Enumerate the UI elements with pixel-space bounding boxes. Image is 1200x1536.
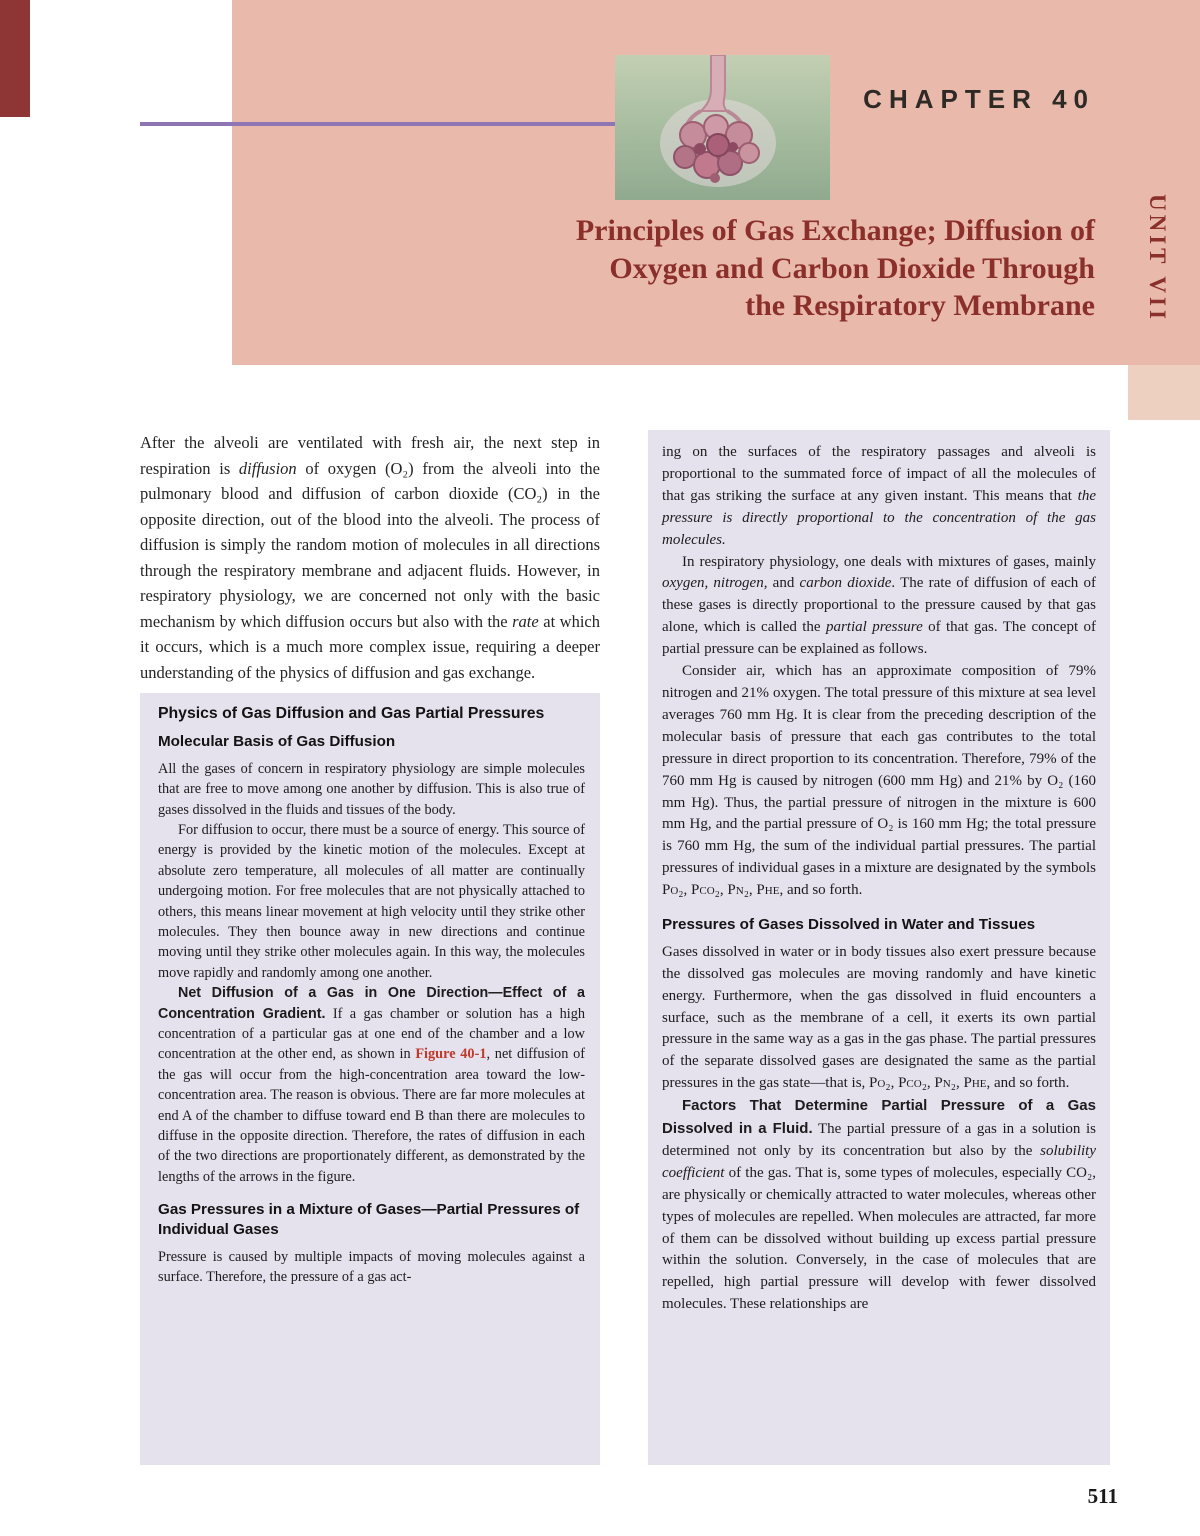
chapter-title-line-2: Oxygen and Carbon Dioxide Through — [609, 251, 1095, 285]
unit-tab-strip — [1128, 365, 1200, 420]
section-heading-physics: Physics of Gas Diffusion and Gas Partial Pressures — [158, 705, 545, 722]
paragraph-factors-partial-pressure: Factors That Determine Partial Pressure of a Gas Dissolved in a Fluid. The partial pressure of a gas in a solution is determined not only by its concentration but also by the solubility coefficient of the gas. That is, some types of molecules, especially CO₂, are physically or chemically attracted to water molecules, whereas other types of molecules are repelled. When molecules are attracted, far more of them can be dissolved without building up excess partial pressure within the solution. Conversely, in the case of molecules that are repelled, high partial pressure will develop with fewer dissolved molecules. These relationships are — [662, 1097, 1096, 1313]
subheading-pressures-dissolved: Pressures of Gases Dissolved in Water and Tissues — [662, 916, 1036, 934]
page-number: 511 — [1087, 1484, 1118, 1508]
subheading-molecular-basis: Molecular Basis of Gas Diffusion — [158, 733, 396, 750]
paragraph: ing on the surfaces of the respiratory passages and alveoli is proportional to the summated force of impact of all the molecules of that gas striking the surface at any given instant. This means that the pressure is directly proportional to the concentration of the gas molecules. — [662, 444, 1096, 548]
right-column — [648, 430, 1110, 1465]
chapter-number-label: CHAPTER 40 — [863, 84, 1095, 114]
alveoli-illustration-svg — [615, 55, 830, 200]
paragraph: Consider air, which has an approximate composition of 79% nitrogen and 21% oxygen. The total pressure of this mixture at sea level averages 760 mm Hg. It is clear from the preceding description of the molecular basis of pressure that each gas contributes to the total pressure in direct proportion to its concentration. Therefore, 79% of the 760 mm Hg is caused by nitrogen (600 mm Hg) and 21% by O₂ (160 mm Hg). Thus, the partial pressure of nitrogen in the mixture is 600 mm Hg, and the partial pressure of O₂ is 160 mm Hg; the total pressure is 760 mm Hg, the sum of the individual partial pressures. The partial pressures of individual gases in a mixture are designated by the symbols Po₂, Pco₂, Pn₂, Phe, and so forth. — [662, 663, 1096, 899]
paragraph-net-diffusion: Net Diffusion of a Gas in One Direction—Effect of a Concentration Gradient. If a gas chamber or solution has a high concentration of a particular gas at one end of the chamber and a low concentration at the other end, as shown in Figure 40-1, net diffusion of the gas will occur from the high-concentration area toward the low-concentration area. The reason is obvious. There are far more molecules at end A of the chamber to diffuse toward end B than there are molecules to diffuse in the opposite direction. Therefore, the rates of diffusion in each of the two directions are proportionately different, as demonstrated by the lengths of the arrows in the figure. — [158, 985, 585, 1185]
paragraph: Gases dissolved in water or in body tissues also exert pressure because the dissolved gas molecules are moving randomly and have kinetic energy. Furthermore, when the gas dissolved in fluid encounters a surface, such as the membrane of a cell, it exerts its own partial pressure in the same way as a gas in the gas phase. The partial pressures of the separate dissolved gases are designated the same as the partial pressures in the gas state—that is, Po₂, Pco₂, Pn₂, Phe, and so forth. — [662, 943, 1096, 1092]
paragraph: In respiratory physiology, one deals with mixtures of gases, mainly oxygen, nitrogen, and carbon dioxide. The rate of diffusion of each of these gases is directly proportional to the pressure caused by that gas alone, which is called the partial pressure of that gas. The concept of partial pressure can be explained as follows. — [662, 553, 1096, 658]
chapter-title-line-1: Principles of Gas Exchange; Diffusion of — [575, 214, 1095, 247]
paragraph: Pressure is caused by multiple impacts of moving molecules against a surface. Therefore, the pressure of a gas act- — [158, 1248, 585, 1286]
paragraph: For diffusion to occur, there must be a source of energy. This source of energy is provided by the kinetic motion of the molecules. Except at absolute zero temperature, all molecules of all matter are continually undergoing motion. For free molecules that are not physically attached to others, this means linear movement at high velocity until they strike other molecules. They then bounce away in new directions and continue moving until they strike other molecules again. In this way, the molecules move rapidly and randomly among one another. — [158, 821, 585, 981]
page-body — [140, 430, 1110, 1465]
subheading-gas-pressures-mixture: Gas Pressures in a Mixture of Gases—Partial Pressures of Individual Gases — [158, 1201, 580, 1239]
intro-paragraph: After the alveoli are ventilated with fresh air, the next step in respiration is diffusion of oxygen (O₂) from the alveoli into the pulmonary blood and diffusion of carbon dioxide (CO₂) in the opposite direction, out of the blood into the alveoli. The process of diffusion is simply the random motion of molecules in all directions through the respiratory membrane and adjacent fluids. However, in respiratory physiology, we are concerned not only with the basic mechanism by which diffusion occurs but also with the rate at which it occurs, which is a much more complex issue, requiring a deeper understanding of the physics of diffusion and gas exchange. — [140, 433, 601, 682]
left-column — [140, 430, 600, 1465]
alveoli-illustration — [615, 55, 830, 200]
physics-box-left — [140, 693, 600, 1465]
paragraph: All the gases of concern in respiratory physiology are simple molecules that are free to move among one another by diffusion. This is also true of gases dissolved in the fluids and tissues of the body. — [158, 760, 585, 818]
chapter-title-line-3: the Respiratory Membrane — [745, 289, 1095, 322]
unit-label: UNIT VII — [1145, 194, 1170, 323]
chapter-title — [435, 212, 1095, 325]
corner-accent-block — [0, 0, 30, 117]
